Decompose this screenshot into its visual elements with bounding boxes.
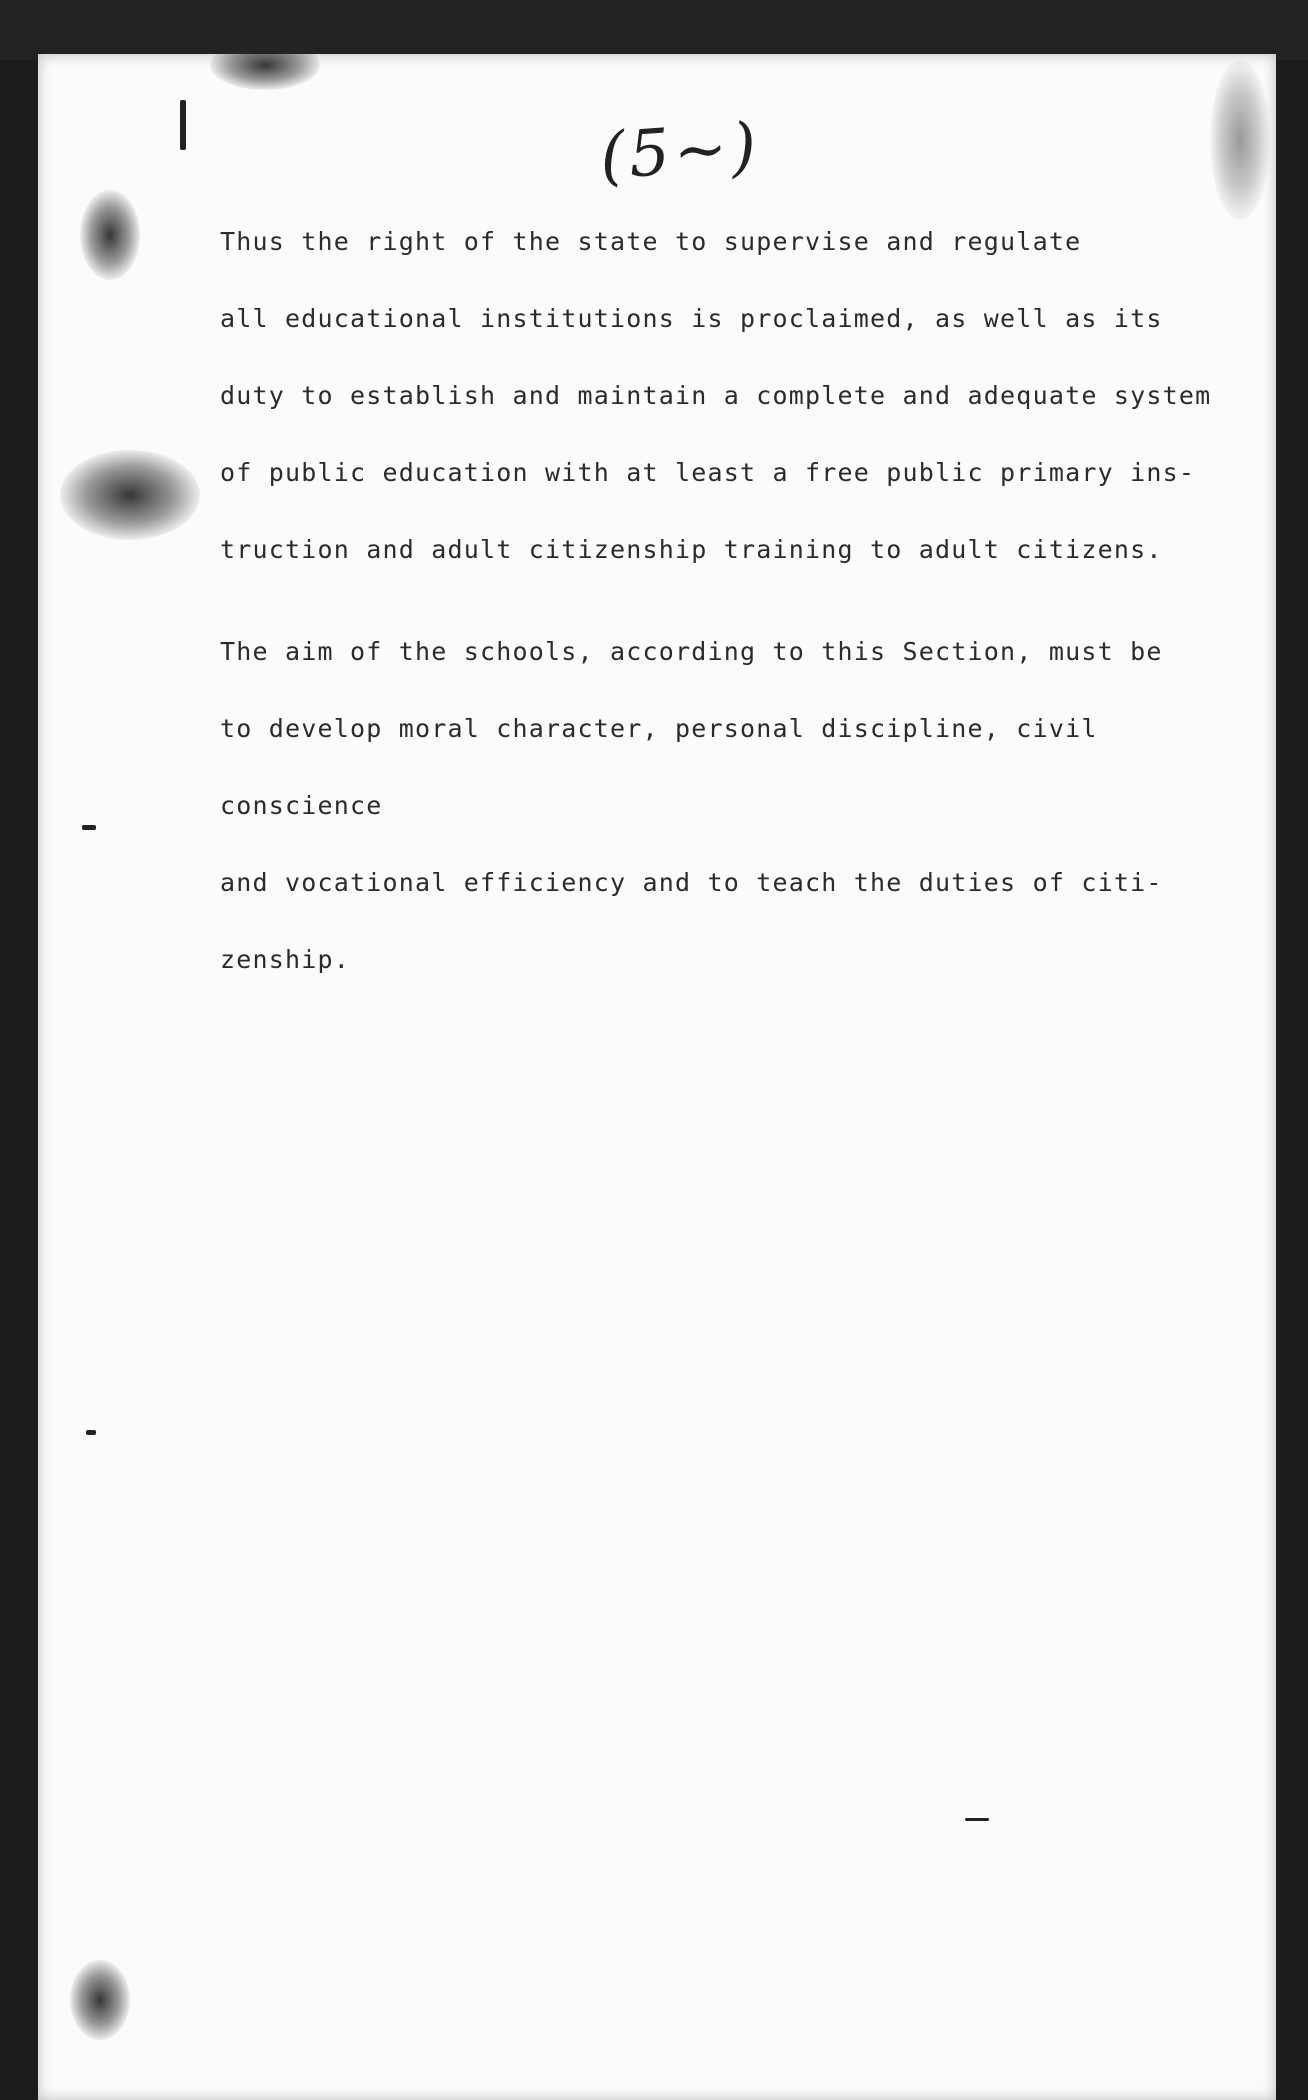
margin-mark (180, 100, 186, 150)
ink-smudge (80, 190, 140, 280)
paragraph-state-rights: Thus the right of the state to supervise and regulate all educational institutions is proclaimed, as well as its duty to establish and maintain a complete and adequate system of public education with at least a free public primary ins- truction and adult citizenship training to adult citizens. (220, 227, 1212, 564)
margin-mark (86, 1430, 96, 1435)
ink-smudge (1210, 60, 1270, 220)
scan-border (0, 0, 1308, 60)
ink-smudge (210, 40, 320, 90)
margin-mark (965, 1818, 989, 1821)
handwritten-page-number: (5~) (597, 109, 763, 195)
ink-smudge (60, 450, 200, 540)
ink-smudge (70, 1960, 130, 2040)
paragraph-school-aims: The aim of the schools, according to this Section, must be to develop moral character, personal discipline, civil conscience and vocational efficiency and to teach the duties of citi- zenship. (220, 637, 1163, 974)
margin-mark (82, 825, 96, 830)
